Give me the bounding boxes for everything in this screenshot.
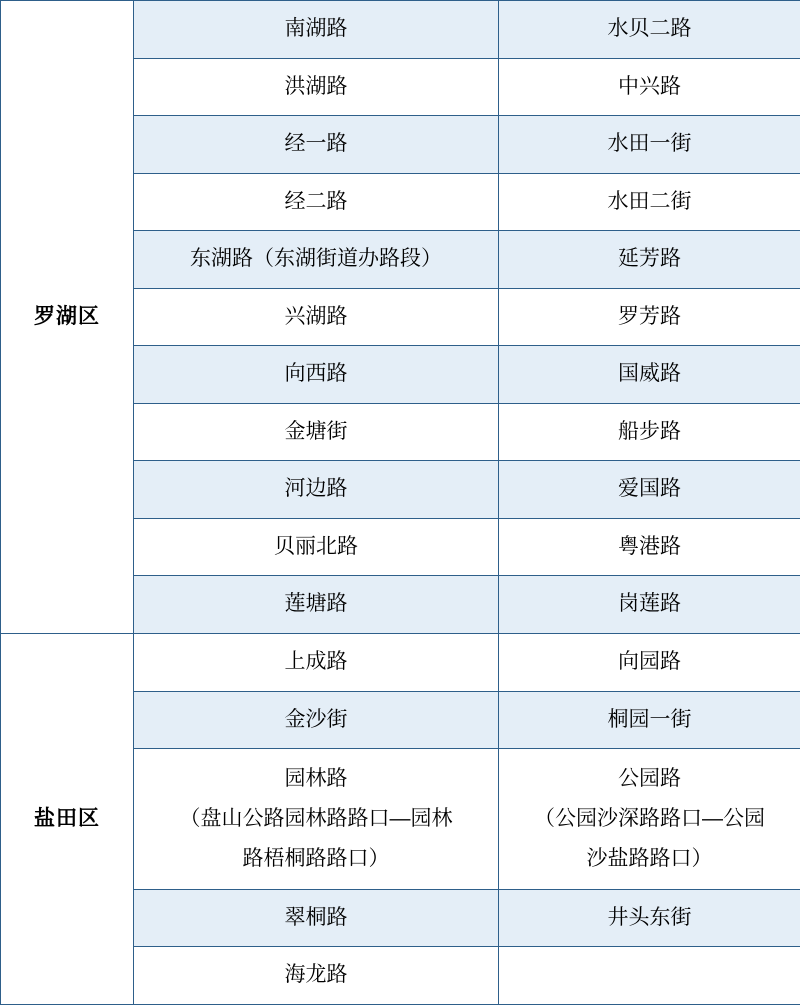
road-cell-line: （公园沙深路路口—公园 bbox=[507, 799, 792, 839]
road-cell: 金塘街 bbox=[134, 403, 499, 461]
road-cell: 船步路 bbox=[499, 403, 800, 461]
road-cell: 金沙街 bbox=[134, 691, 499, 749]
road-cell: 上成路 bbox=[134, 634, 499, 692]
road-cell: 水田一街 bbox=[499, 116, 800, 174]
road-cell: 兴湖路 bbox=[134, 288, 499, 346]
road-cell: 向园路 bbox=[499, 634, 800, 692]
road-cell: 莲塘路 bbox=[134, 576, 499, 634]
road-cell: 东湖路（东湖街道办路段） bbox=[134, 231, 499, 289]
road-cell: 洪湖路 bbox=[134, 58, 499, 116]
road-cell: 罗芳路 bbox=[499, 288, 800, 346]
road-cell: 向西路 bbox=[134, 346, 499, 404]
road-cell-multiline bbox=[499, 749, 800, 890]
road-cell: 井头东街 bbox=[499, 889, 800, 947]
road-cell-empty bbox=[499, 947, 800, 1005]
road-cell-multiline bbox=[134, 749, 499, 890]
table-row bbox=[1, 634, 800, 692]
road-cell: 河边路 bbox=[134, 461, 499, 519]
table-row bbox=[1, 1, 800, 59]
road-cell: 南湖路 bbox=[134, 1, 499, 59]
road-cell: 国威路 bbox=[499, 346, 800, 404]
road-cell: 中兴路 bbox=[499, 58, 800, 116]
road-cell-line: 公园路 bbox=[507, 759, 792, 799]
road-cell-line: 路梧桐路路口） bbox=[142, 839, 490, 879]
road-cell: 经二路 bbox=[134, 173, 499, 231]
road-cell: 岗莲路 bbox=[499, 576, 800, 634]
district-label-luohu: 罗湖区 bbox=[1, 1, 134, 634]
road-cell: 翠桐路 bbox=[134, 889, 499, 947]
road-cell: 水贝二路 bbox=[499, 1, 800, 59]
road-cell: 经一路 bbox=[134, 116, 499, 174]
road-cell-line: 园林路 bbox=[142, 759, 490, 799]
road-cell: 粤港路 bbox=[499, 518, 800, 576]
road-cell-line: 沙盐路路口） bbox=[507, 839, 792, 879]
district-label-yantian: 盐田区 bbox=[1, 634, 134, 1005]
road-cell: 桐园一街 bbox=[499, 691, 800, 749]
road-cell: 水田二街 bbox=[499, 173, 800, 231]
road-cell: 贝丽北路 bbox=[134, 518, 499, 576]
road-cell: 爱国路 bbox=[499, 461, 800, 519]
road-cell-line: （盘山公路园林路路口—园林 bbox=[142, 799, 490, 839]
table-body bbox=[1, 1, 800, 1005]
road-cell: 海龙路 bbox=[134, 947, 499, 1005]
road-cell: 延芳路 bbox=[499, 231, 800, 289]
